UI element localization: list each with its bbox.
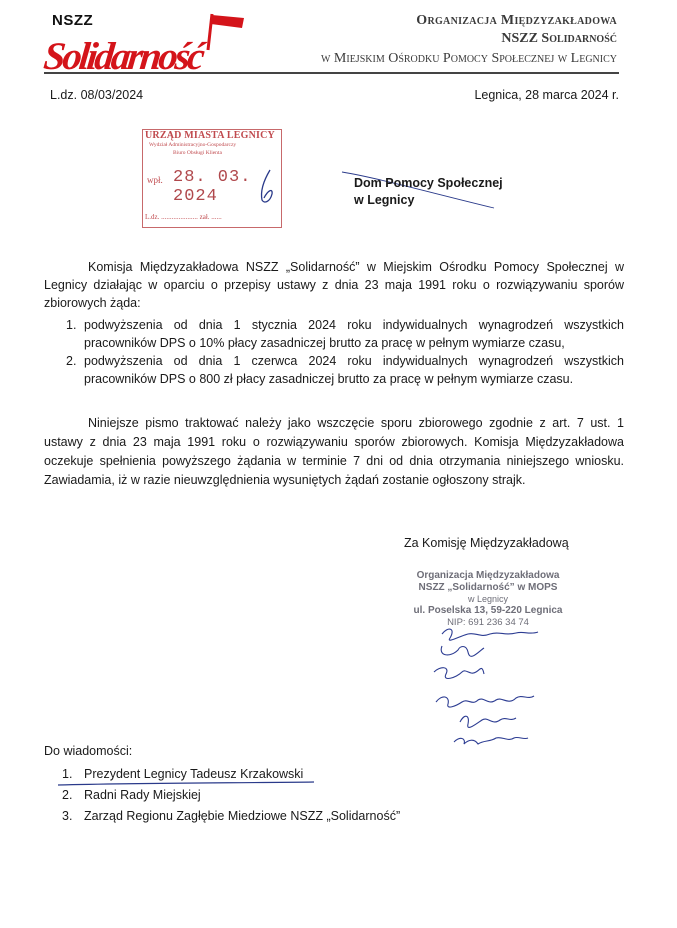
org-stamp-line3: w Legnicy (467, 594, 509, 604)
distribution-number: 3. (62, 809, 73, 823)
distribution-text: Prezydent Legnicy Tadeusz Krzakowski (84, 767, 304, 781)
distribution-item (62, 764, 400, 785)
logo-prefix: NSZZ (52, 12, 94, 29)
distribution-title: Do wiadomości: (44, 744, 133, 758)
demand-item (44, 316, 624, 352)
demand-text: podwyższenia od dnia 1 stycznia 2024 roku indywidualnych wynagrodzeń wszystkich pracowników DPS o 10% płacy zasadniczej brutto za pracę w pełnym wymiarze czasu, (84, 318, 624, 350)
distribution-item (62, 785, 400, 806)
dispute-paragraph-text: Niniejsze pismo traktować należy jako wszczęcie sporu zbiorowego zgodnie z art. 7 ust. 1 ustawy z dnia 23 maja 1991 roku o rozwiązywaniu sporów zbiorowych. Komisja Międzyzakładowa oczekuje spełnienia powyższego żądania w terminie 7 dni od dnia otrzymania niniejszego wniosku. Zawiadamia, iż w razie nieuwzględnienia wysuniętych żądań zostanie ogłoszony strajk. (44, 416, 624, 487)
committee-signatures (420, 622, 550, 752)
addressee-line1: Dom Pomocy Społecznej (354, 176, 503, 190)
distribution-item (62, 806, 400, 827)
org-name-line1: Organizacja Międzyzakładowa (416, 13, 617, 28)
solidarnosc-logo (41, 8, 249, 82)
reference-number: L.dz. 08/03/2024 (50, 88, 144, 102)
stamp-received-label: wpł. (147, 175, 163, 185)
org-name-line3: w Miejskim Ośrodku Pomocy Społecznej w Legnicy (320, 51, 617, 66)
stamp-date: 28. 03. 2024 (173, 168, 252, 206)
distribution-number: 1. (62, 767, 73, 781)
demand-number: 2. (66, 354, 77, 368)
stamp-title: URZĄD MIASTA LEGNICY (145, 130, 275, 141)
header-divider (44, 72, 619, 74)
org-stamp-address: ul. Poselska 13, 59-220 Legnica (413, 605, 563, 616)
stamp-office: Biuro Obsługi Klienta (173, 150, 222, 156)
org-stamp-line2: NSZZ „Solidarność” w MOPS (418, 582, 558, 593)
logo-wordmark: Solidarność (41, 35, 204, 78)
org-stamp-line1: Organizacja Międzyzakładowa (416, 570, 560, 581)
org-name-line2: NSZZ Solidarność (501, 31, 617, 46)
distribution-list (62, 764, 400, 827)
demands-list (44, 316, 624, 388)
received-stamp (142, 129, 282, 228)
distribution-number: 2. (62, 788, 73, 802)
intro-paragraph-text: Komisja Międzyzakładowa NSZZ „Solidarność” w Miejskim Ośrodku Pomocy Społecznej w Legnicy działając w oparciu o przepisy ustawy z dnia 23 maja 1991 roku o rozwiązywaniu sporów zbiorowych żąda: (44, 260, 624, 310)
dispute-paragraph (44, 414, 624, 490)
stamp-ldz-line: L.dz. ..................... zał. ...... (145, 213, 222, 221)
distribution-text: Zarząd Regionu Zagłębie Miedziowe NSZZ „Solidarność” (84, 809, 401, 823)
place-date: Legnica, 28 marca 2024 r. (474, 88, 619, 102)
addressee-line2: w Legnicy (354, 193, 415, 207)
flag-icon (204, 12, 248, 52)
org-stamp-nip: NIP: 691 236 34 74 (447, 617, 529, 628)
demand-number: 1. (66, 318, 77, 332)
demand-text: podwyższenia od dnia 1 czerwca 2024 roku indywidualnych wynagrodzeń wszystkich pracowników DPS o 800 zł płacy zasadniczej brutto za pracę w pełnym wymiarze czasu. (84, 354, 624, 386)
closing-line: Za Komisję Międzyzakładową (404, 536, 569, 550)
distribution-text: Radni Rady Miejskiej (84, 788, 201, 802)
stamp-department: Wydział Administracyjno-Gospodarczy (149, 142, 237, 148)
stamp-initials-signature (256, 168, 278, 208)
demand-item (44, 352, 624, 388)
intro-paragraph (44, 258, 624, 312)
